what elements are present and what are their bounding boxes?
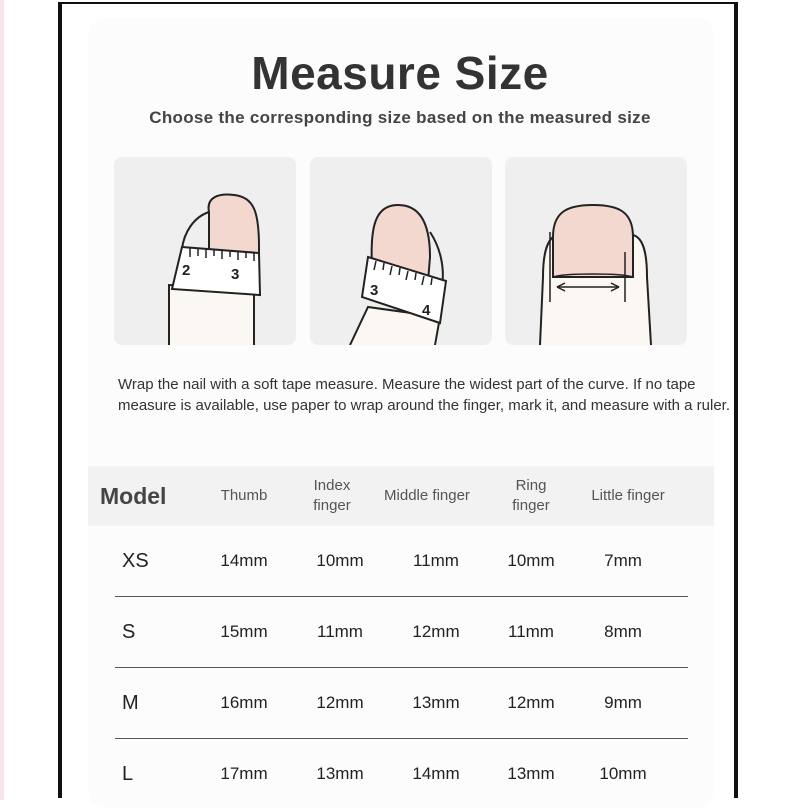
measurement-instructions: Wrap the nail with a soft tape measure. Measure the widest part of the curve. If no tape measure is available, use paper to wrap around the finger, mark it, and measure with a ruler. [118,376,730,414]
tape-mark: 2 [182,262,191,279]
page-title: Measure Size [251,47,549,99]
cell-little: 7mm [604,551,642,570]
cell-index: 10mm [316,551,364,570]
cell-little: 10mm [599,764,647,783]
cell-index: 13mm [316,764,364,783]
cell-ring: 13mm [507,764,555,783]
page-subtitle: Choose the corresponding size based on the measured size [149,108,651,127]
header-middle-finger: Middle finger [384,487,470,504]
illustration-thumb-tape [114,157,296,345]
cell-model: M [122,691,139,714]
cell-middle: 13mm [412,693,460,712]
header-ring-finger: Ring finger [512,477,550,514]
cell-little: 8mm [604,622,642,641]
cell-middle: 11mm [413,551,459,570]
tape-mark: 3 [231,266,240,283]
cell-middle: 14mm [412,764,460,783]
cell-thumb: 17mm [220,764,268,783]
table-row [0,668,800,738]
cell-index: 11mm [317,622,363,641]
table-row [0,597,800,667]
cell-ring: 12mm [507,693,555,712]
cell-thumb: 14mm [220,551,268,570]
cell-model: XS [122,549,149,572]
header-thumb: Thumb [220,487,268,504]
tape-mark: 4 [422,302,431,319]
cell-model: S [122,620,136,643]
illustration-nail-width [505,157,687,345]
tape-mark: 3 [370,282,379,299]
illustration-finger-tape [310,157,492,345]
cell-ring: 11mm [508,622,554,641]
table-row [0,739,800,800]
cell-middle: 12mm [412,622,460,641]
header-index-finger: Index finger [313,477,351,514]
cell-index: 12mm [316,693,364,712]
cell-little: 9mm [604,693,642,712]
table-row [0,526,800,596]
header-little-finger: Little finger [591,487,665,504]
header-model: Model [100,483,167,509]
cell-thumb: 16mm [220,693,268,712]
cell-model: L [122,762,134,785]
cell-thumb: 15mm [220,622,268,641]
cell-ring: 10mm [507,551,555,570]
